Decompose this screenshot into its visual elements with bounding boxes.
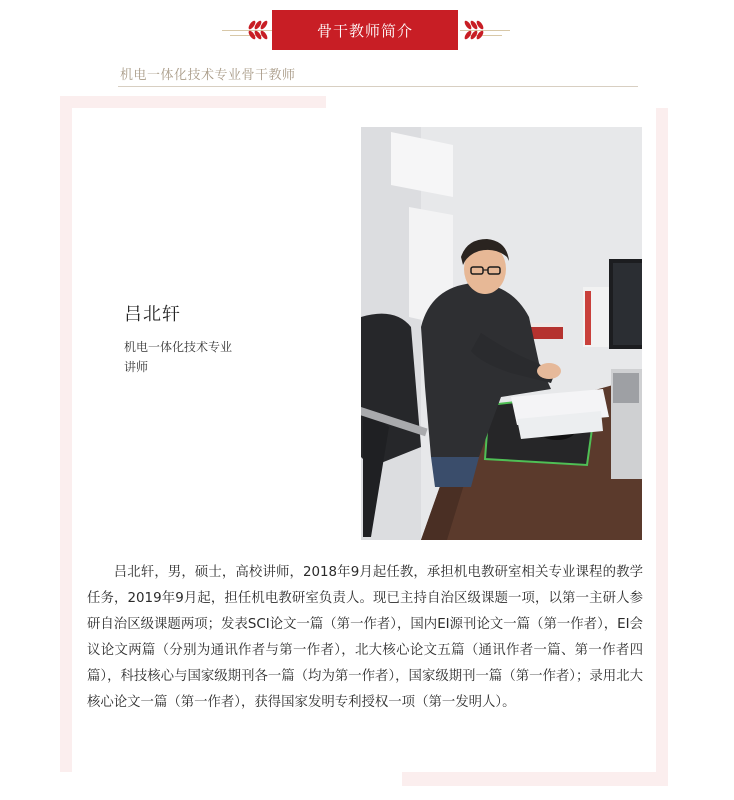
teacher-major: 机电一体化技术专业 bbox=[124, 340, 233, 354]
wheat-sprig-right-icon bbox=[462, 19, 486, 41]
teacher-name: 吕北轩 bbox=[124, 304, 181, 325]
wheat-sprig-left-icon bbox=[246, 19, 270, 41]
frame-notch-bottom bbox=[60, 772, 402, 786]
banner-title: 骨干教师简介 bbox=[272, 10, 458, 50]
frame-notch-top bbox=[326, 96, 668, 108]
section-subtitle: 机电一体化技术专业骨干教师 bbox=[120, 68, 296, 83]
subtitle-divider bbox=[118, 86, 638, 87]
teacher-portrait-photo bbox=[361, 127, 642, 540]
teacher-bio: 吕北轩，男，硕士，高校讲师，2018年9月起任教，承担机电教研室相关专业课程的教学任务，2019年9月起，担任机电教研室负责人。现已主持自治区级课题一项，以第一主研人参研自治区级课题两项；发表SCI论文一篇（第一作者），国内EI源刊论文一篇（第一作者），EI会议论文两篇（分别为通讯作者与第一作者），北大核心论文五篇（通讯作者一篇、第一作者四篇），科技核心与国家级期刊各一篇（均为第一作者），国家级期刊一篇（第一作者）；录用北大核心论文一篇（第一作者），获得国家发明专利授权一项（第一发明人）。 bbox=[87, 565, 643, 710]
teacher-title: 讲师 bbox=[124, 360, 149, 374]
portrait-illustration bbox=[361, 127, 642, 540]
header-banner bbox=[0, 8, 734, 52]
